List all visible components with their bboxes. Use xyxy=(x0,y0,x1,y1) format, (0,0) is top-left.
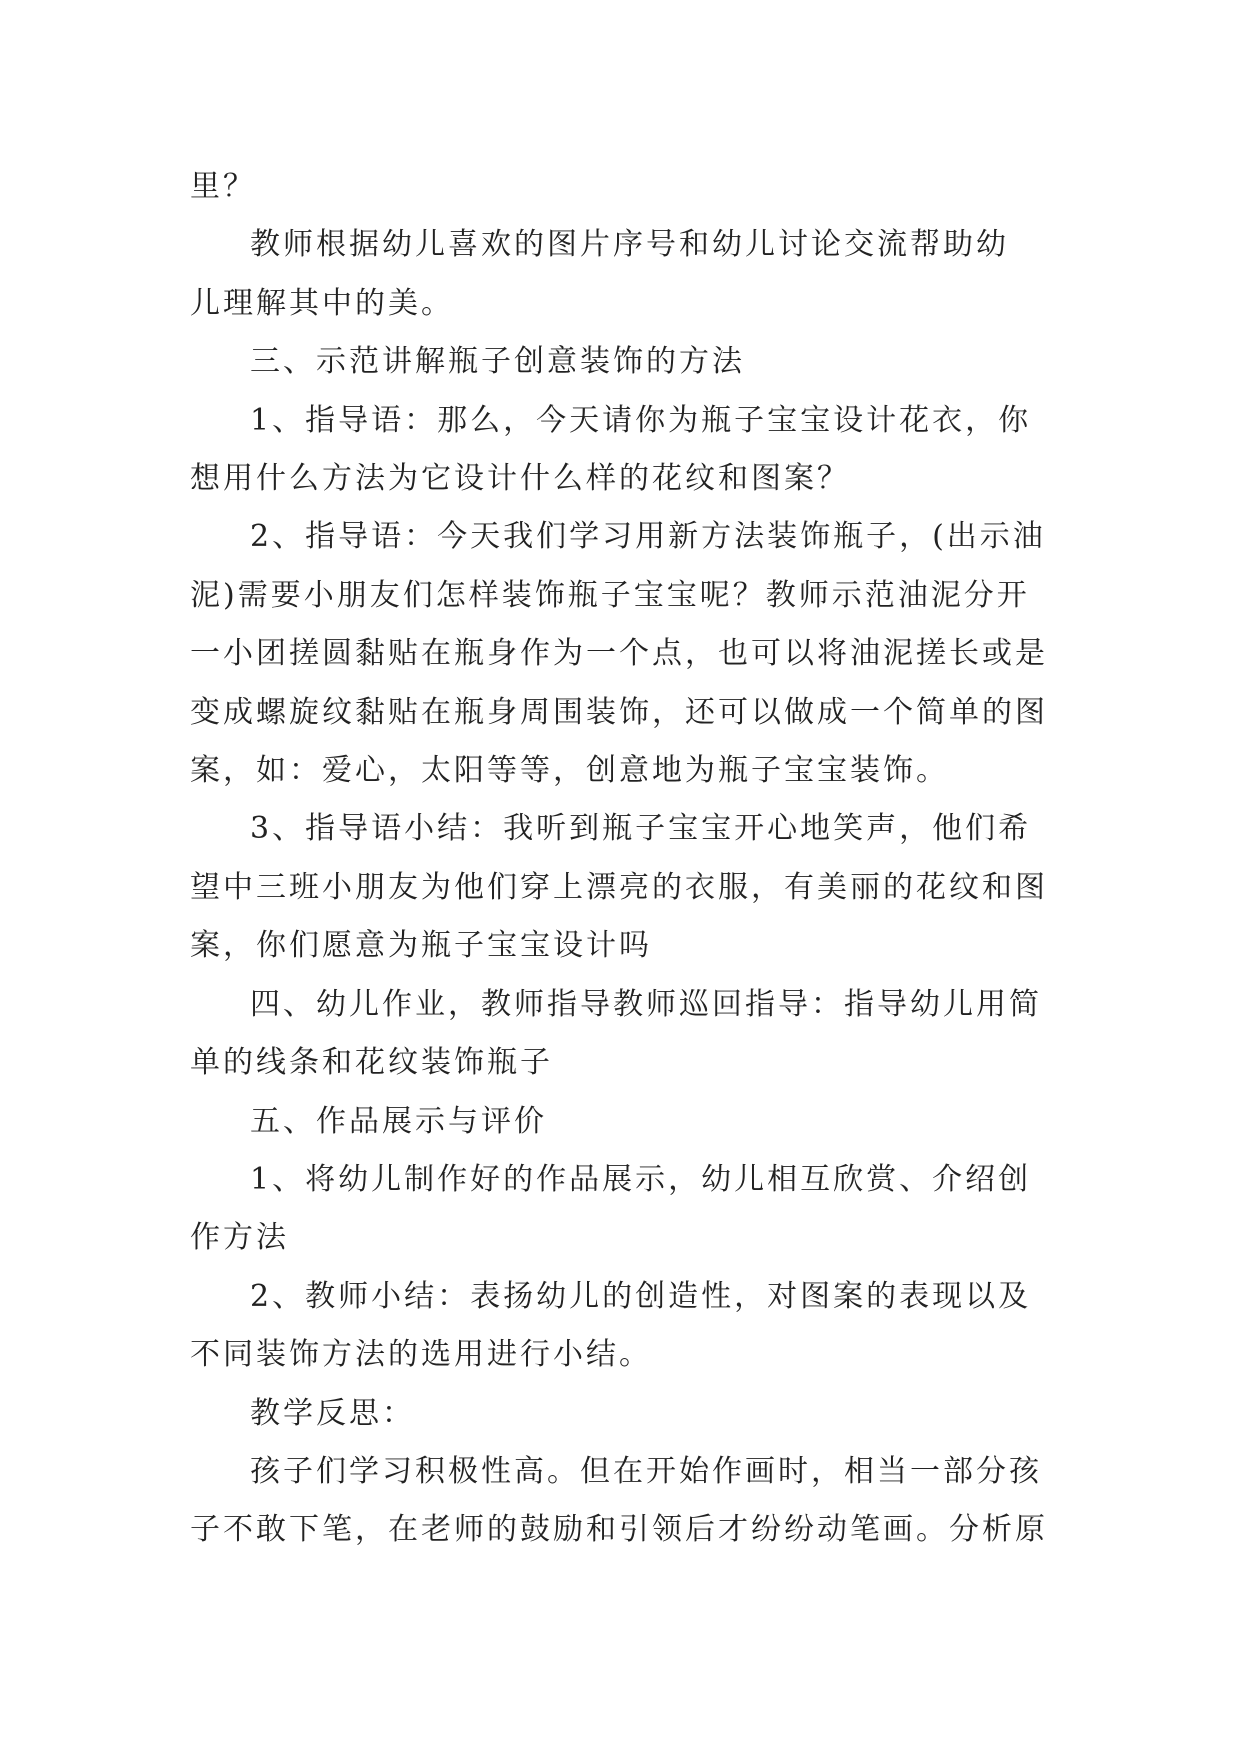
paragraph xyxy=(190,1093,1050,1151)
document-body xyxy=(190,158,1050,1560)
paragraph xyxy=(190,333,1050,391)
paragraph xyxy=(190,508,1050,800)
text-line: 子不敢下笔，在老师的鼓励和引领后才纷纷动笔画。分析原 xyxy=(190,1512,1048,1548)
paragraph xyxy=(190,1385,1050,1443)
paragraph xyxy=(190,216,1050,333)
text-line: 泥)需要小朋友们怎样装饰瓶子宝宝呢？教师示范油泥分开 xyxy=(190,577,1030,613)
paragraph xyxy=(190,976,1050,1093)
text-line: 望中三班小朋友为他们穿上漂亮的衣服，有美丽的花纹和图 xyxy=(190,869,1048,905)
paragraph xyxy=(190,1151,1050,1268)
text-line: 儿理解其中的美。 xyxy=(190,285,454,321)
text-line: 三、示范讲解瓶子创意装饰的方法 xyxy=(250,344,745,380)
paragraph xyxy=(190,158,1050,216)
paragraph xyxy=(190,800,1050,975)
paragraph xyxy=(190,392,1050,509)
text-line: 作方法 xyxy=(190,1220,289,1256)
text-line: 教师根据幼儿喜欢的图片序号和幼儿讨论交流帮助幼 xyxy=(250,227,1009,263)
text-line: 一小团搓圆黏贴在瓶身作为一个点，也可以将油泥搓长或是 xyxy=(190,636,1048,672)
text-line: 2、指导语：今天我们学习用新方法装饰瓶子，(出示油 xyxy=(250,519,1046,555)
text-line: 想用什么方法为它设计什么样的花纹和图案？ xyxy=(190,461,850,497)
text-line: 变成螺旋纹黏贴在瓶身周围装饰，还可以做成一个简单的图 xyxy=(190,694,1048,730)
text-line: 3、指导语小结：我听到瓶子宝宝开心地笑声，他们希 xyxy=(250,811,1032,847)
text-line: 案，你们愿意为瓶子宝宝设计吗 xyxy=(190,928,652,964)
paragraph xyxy=(190,1443,1050,1560)
text-line: 五、作品展示与评价 xyxy=(250,1103,547,1139)
text-line: 1、将幼儿制作好的作品展示，幼儿相互欣赏、介绍创 xyxy=(250,1161,1032,1197)
text-line: 2、教师小结：表扬幼儿的创造性，对图案的表现以及 xyxy=(250,1278,1032,1314)
text-line: 不同装饰方法的选用进行小结。 xyxy=(190,1337,652,1373)
text-line: 单的线条和花纹装饰瓶子 xyxy=(190,1045,553,1081)
text-line: 案，如：爱心，太阳等等，创意地为瓶子宝宝装饰。 xyxy=(190,753,949,789)
text-line: 孩子们学习积极性高。但在开始作画时，相当一部分孩 xyxy=(250,1453,1042,1489)
text-line: 教学反思： xyxy=(250,1395,415,1431)
paragraph xyxy=(190,1268,1050,1385)
text-line: 四、幼儿作业，教师指导教师巡回指导：指导幼儿用简 xyxy=(250,986,1042,1022)
text-line: 里？ xyxy=(190,169,256,204)
text-line: 1、指导语：那么，今天请你为瓶子宝宝设计花衣，你 xyxy=(250,402,1032,438)
